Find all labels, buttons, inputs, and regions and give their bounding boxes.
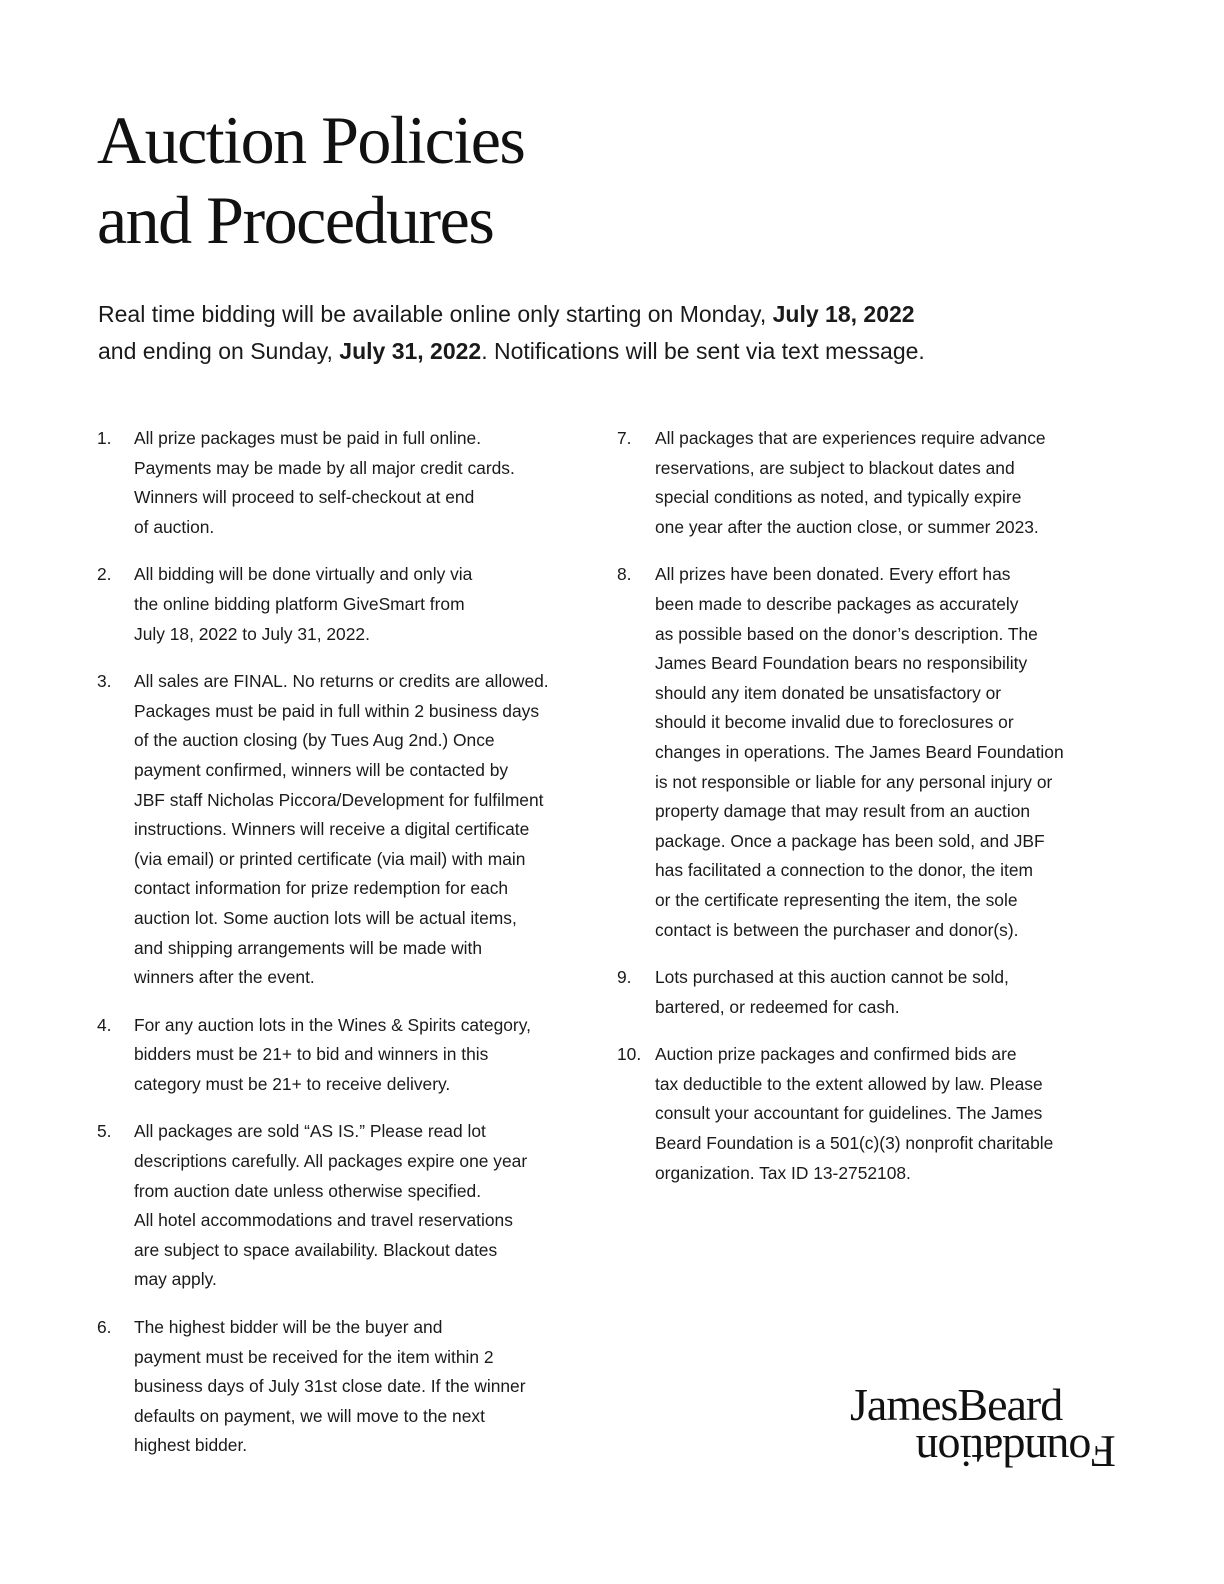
policy-text: All sales are FINAL. No returns or credits are allowed. Packages must be paid in full within 2 business days of the auction closing (by Tues Aug 2nd.) Once payment confirmed, winners will be contacted by JBF staff Nicholas Piccora/Development for fulfilment instructions. Winners will receive a digital certificate (via email) or printed certificate (via mail) with main contact information for prize redemption for each auction lot. Some auction lots will be actual items, and shipping arrangements will be made with winners after the event. [134,671,549,988]
start-date: July 18, 2022 [772,301,915,327]
title-line-1: Auction Policies [97,102,525,178]
policy-item [97,1313,607,1461]
logo-line-2: Foundation [916,1426,1116,1477]
policy-text: Lots purchased at this auction cannot be sold, bartered, or redeemed for cash. [655,967,1009,1017]
policy-item [617,1040,1137,1188]
policies-left-column [97,424,607,1479]
intro-text-2: and ending on Sunday, [98,338,340,364]
intro-text-1: Real time bidding will be available online only starting on Monday, [98,301,773,327]
policy-item [617,963,1137,1022]
policy-text: All prize packages must be paid in full online. Payments may be made by all major credit cards. Winners will proceed to self-checkout at end of auction. [134,428,515,537]
end-date: July 31, 2022 [339,338,482,364]
policy-number: 5. [97,1121,112,1142]
policy-text: All prizes have been donated. Every effort has been made to describe packages as accurately as possible based on the donor’s description. The James Beard Foundation bears no responsibility should any item donated be unsatisfactory or should it become invalid due to foreclosures or changes in operations. The James Beard Foundation is not responsible or liable for any personal injury or property damage that may result from an auction package. Once a package has been sold, and JBF has facilitated a connection to the donor, the item or the certificate representing the item, the sole contact is between the purchaser and donor(s). [655,564,1064,940]
title-line-2: and Procedures [97,182,494,258]
policy-item [617,424,1137,542]
policy-number: 6. [97,1317,112,1338]
page-title [97,100,797,260]
policy-item [97,1117,607,1295]
policy-item [97,667,607,993]
policy-text: All packages that are experiences require advance reservations, are subject to blackout dates and special conditions as noted, and typically expire one year after the auction close, or summer 2023. [655,428,1046,537]
intro-text-3: . Notifications will be sent via text message. [481,338,925,364]
policy-number: 1. [97,428,112,448]
logo-line-1: JamesBeard [850,1379,1063,1430]
intro-paragraph [98,296,1098,370]
policy-text: All packages are sold “AS IS.” Please read lot descriptions carefully. All packages expire one year from auction date unless otherwise specified. All hotel accommodations and travel reservations are subject to space availability. Blackout dates may apply. [134,1121,528,1290]
policy-item [617,560,1137,945]
policy-text: Auction prize packages and confirmed bids are tax deductible to the extent allowed by law. Please consult your accountant for guidelines. The James Beard Foundation is a 501(c)(3) nonprofit charitable organization. Tax ID 13-2752108. [655,1044,1054,1183]
policy-number: 8. [617,564,632,585]
policy-text: All bidding will be done virtually and only via the online bidding platform GiveSmart from July 18, 2022 to July 31, 2022. [134,564,473,644]
policy-item [97,1011,607,1100]
policy-number: 2. [97,564,112,585]
policy-number: 7. [617,428,632,448]
policy-text: The highest bidder will be the buyer and payment must be received for the item within 2 business days of July 31st close date. If the winner defaults on payment, we will move to the next highest bidder. [134,1317,526,1456]
policy-number: 4. [97,1014,112,1035]
policy-number: 3. [97,671,112,692]
policy-item [97,424,607,542]
policy-number: 10. [617,1044,642,1065]
policy-text: For any auction lots in the Wines & Spirits category, bidders must be 21+ to bid and winners in this category must be 21+ to receive delivery. [134,1014,531,1094]
policies-right-column [617,424,1137,1206]
policy-number: 9. [617,967,632,988]
james-beard-foundation-logo [850,1379,1116,1477]
policy-item [97,560,607,649]
